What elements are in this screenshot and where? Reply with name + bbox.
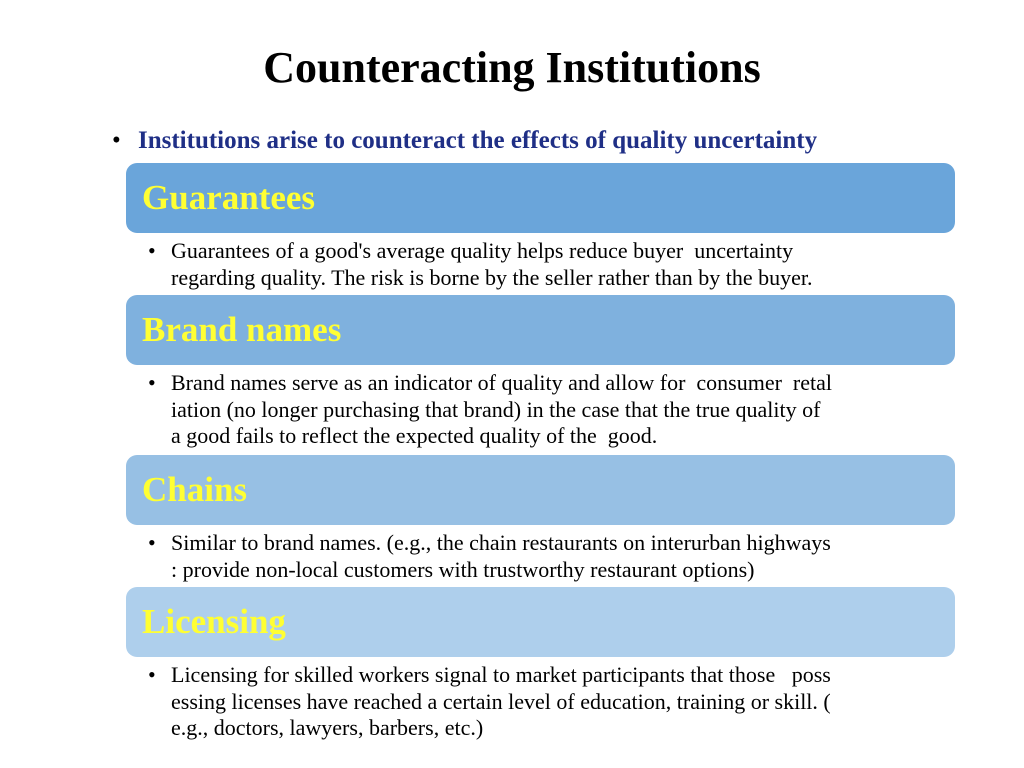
section-heading: Brand names (142, 310, 342, 349)
description-line: essing licenses have reached a certain level of education, training or skill. ( (171, 688, 831, 714)
section-heading: Guarantees (142, 178, 316, 217)
description-line: : provide non-local customers with trustworthy restaurant options) (171, 556, 755, 582)
section-header-chains (126, 455, 955, 525)
section-heading: Chains (142, 470, 248, 509)
description-line: iation (no longer purchasing that brand) in the case that the true quality of (171, 396, 821, 422)
intro-text: Institutions arise to counteract the effects of quality uncertainty (138, 127, 818, 154)
description-line: e.g., doctors, lawyers, barbers, etc.) (171, 715, 484, 740)
description-line: Guarantees of a good's average quality helps reduce buyer uncertainty (171, 238, 794, 263)
section-description-licensing (148, 662, 948, 742)
section-description-chains (148, 530, 948, 583)
bullet-marker: • (148, 238, 156, 263)
description-line: Similar to brand names. (e.g., the chain restaurants on interurban highways (171, 530, 831, 555)
intro-bullet-marker: • (112, 127, 121, 154)
description-line: Brand names serve as an indicator of quality and allow for consumer retal (171, 370, 832, 395)
section-heading: Licensing (142, 602, 286, 641)
section-description-guarantees (148, 238, 948, 291)
section-header-brand-names (126, 295, 955, 365)
bullet-marker: • (148, 662, 156, 687)
bullet-marker: • (148, 530, 156, 555)
description-line: regarding quality. The risk is borne by the seller rather than by the buyer. (171, 264, 813, 290)
bullet-marker: • (148, 370, 156, 395)
description-line: a good fails to reflect the expected quality of the good. (171, 423, 658, 448)
intro-bullet-point (112, 124, 1012, 158)
slide-title: Counteracting Institutions (263, 43, 761, 92)
section-description-brand-names (148, 370, 948, 450)
section-header-guarantees (126, 163, 955, 233)
description-line: Licensing for skilled workers signal to market participants that those poss (171, 662, 831, 687)
section-header-licensing (126, 587, 955, 657)
